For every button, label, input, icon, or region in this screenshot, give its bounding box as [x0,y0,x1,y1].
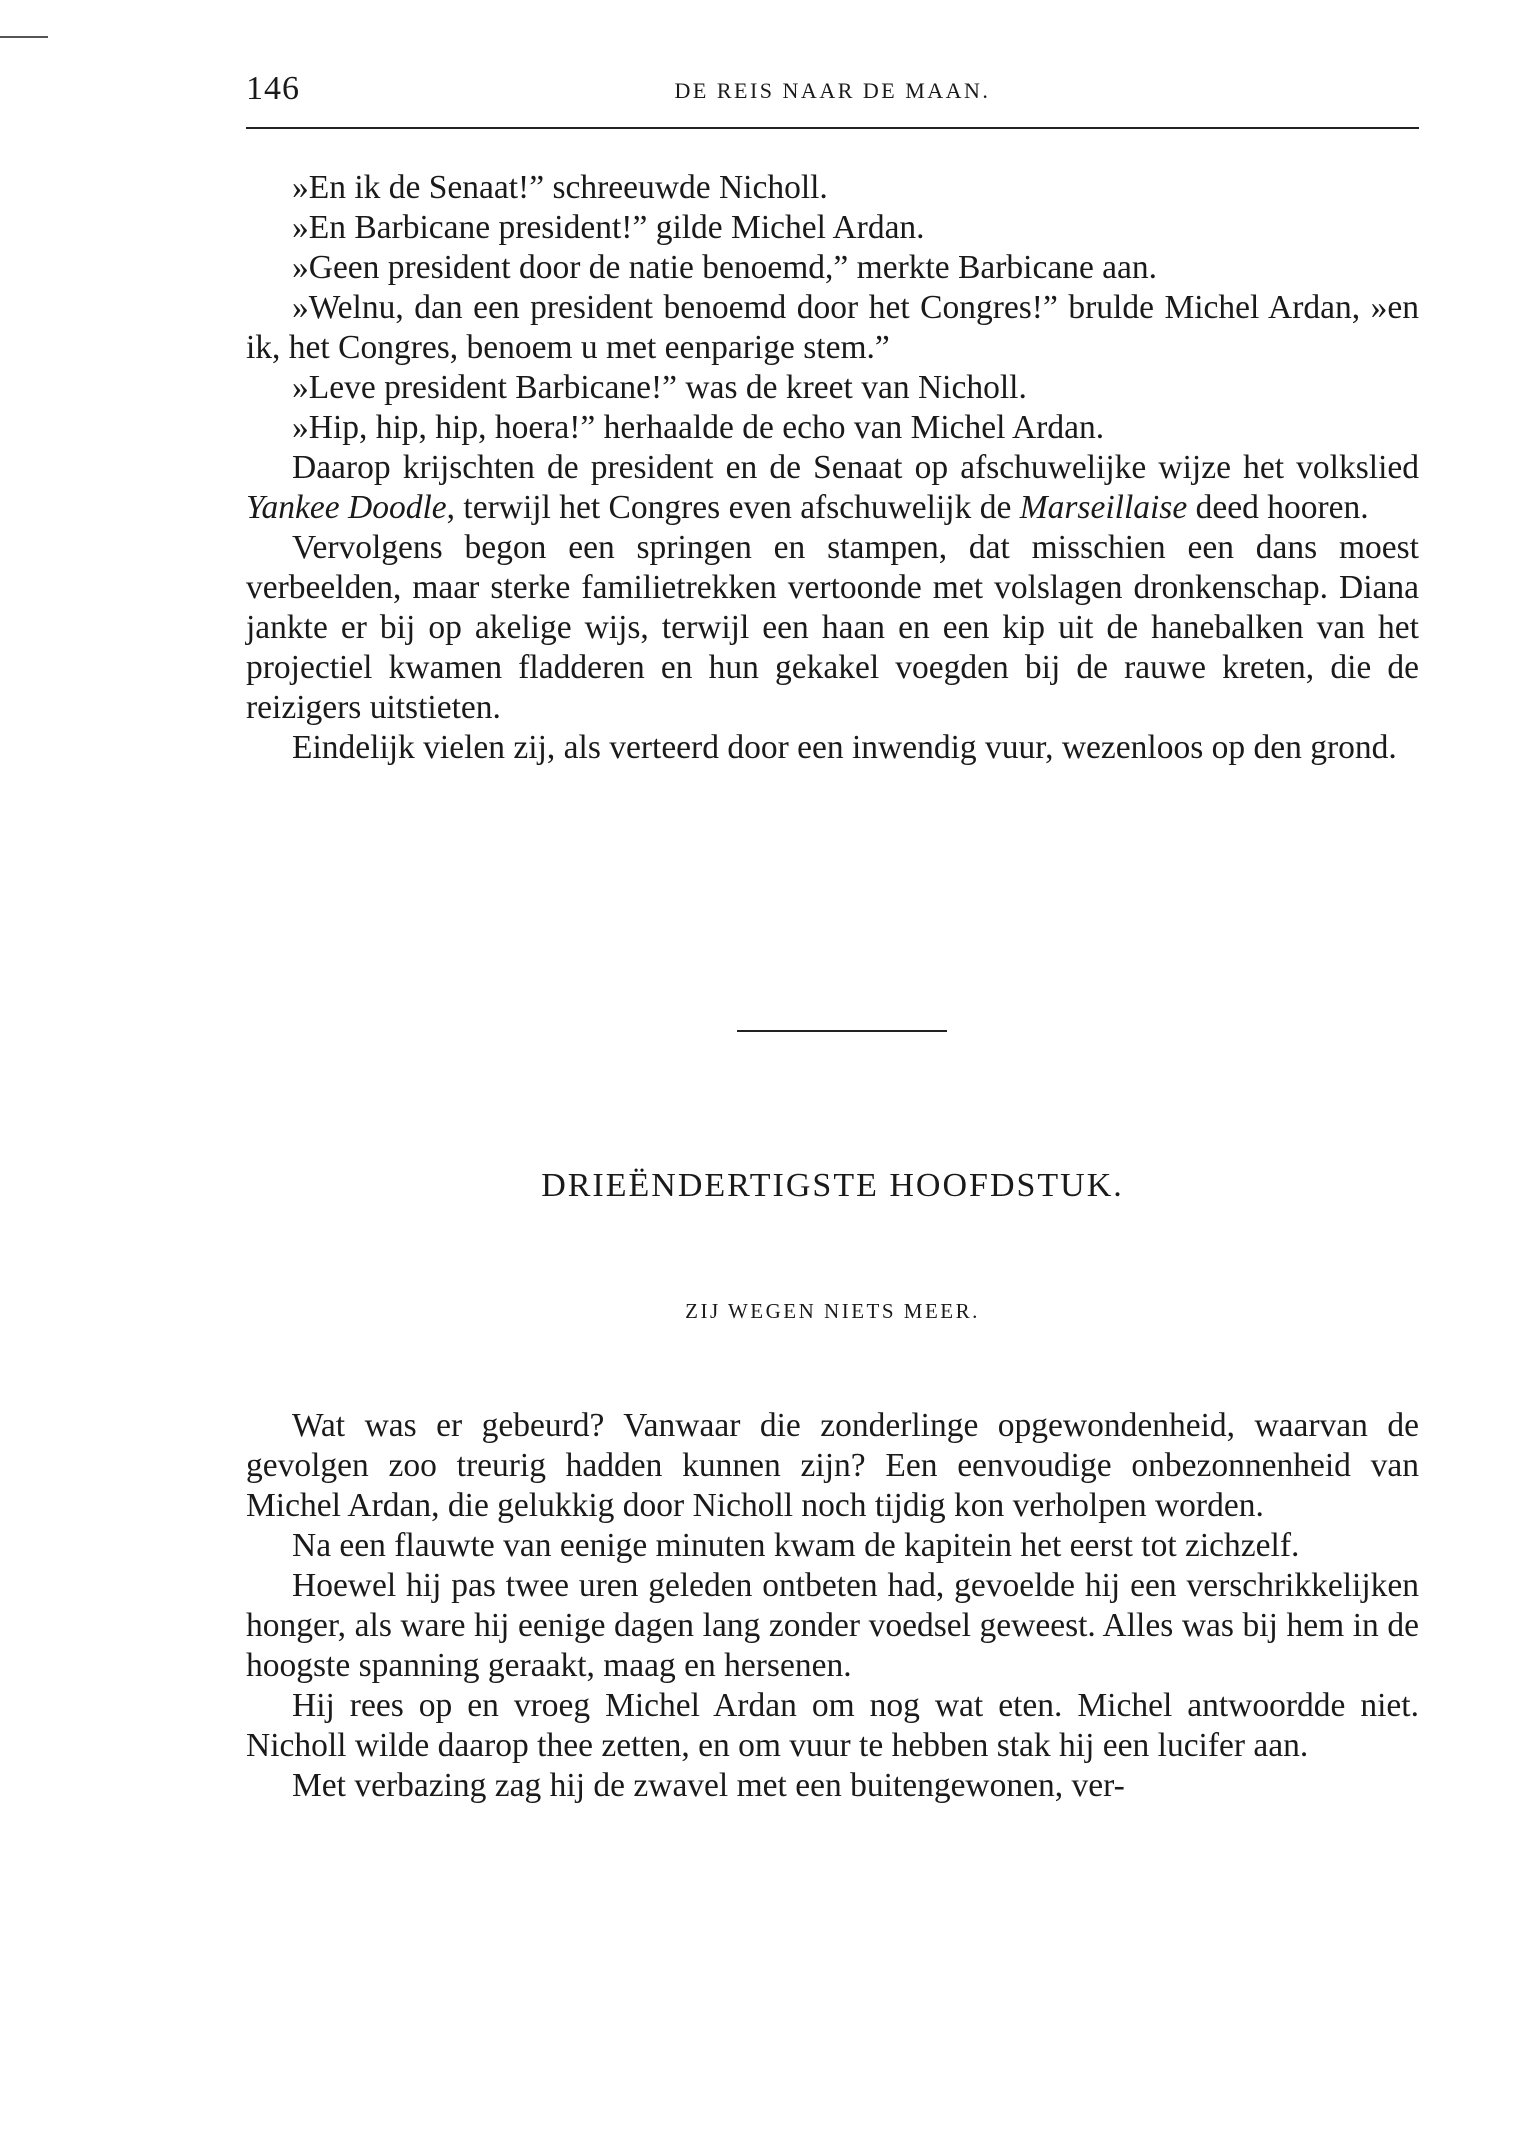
paragraph: Vervolgens begon een springen en stampen, dat misschien een dans moest verbeelden, maar sterke familietrekken vertoonde met volslagen dronkenschap. Diana jankte er bij op akelige wijs, terwijl een haan en een kip uit de hanebalken van het projectiel kwamen fladderen en hun gekakel voegden bij de rauwe kreten, die de reizigers uitstieten. [246,529,1419,726]
chapter-subtitle: ZIJ WEGEN NIETS MEER. [685,1299,980,1323]
paragraph: Hij rees op en vroeg Michel Ardan om nog wat eten. Michel antwoordde niet. Nicholl wilde daarop thee zetten, en om vuur te hebben stak hij een lucifer aan. [246,1687,1419,1764]
paragraph: Met verbazing zag hij de zwavel met een buitengewonen, ver- [292,1767,1125,1804]
chapter-body-text [246,1406,1419,1806]
header-rule [246,127,1419,129]
paragraph-text: Daarop krijschten de president en de Senaat op afschuwelijke wijze het volkslied [292,449,1419,486]
paragraph-text: , terwijl het Congres even afschuwelijk de [446,489,1020,526]
scan-edge-mark [0,36,48,38]
paragraph: Eindelijk vielen zij, als verteerd door een inwendig vuur, wezenloos op den grond. [292,729,1397,766]
paragraph: »Hip, hip, hip, hoera!” herhaalde de echo van Michel Ardan. [292,409,1105,446]
chapter-end-text [246,168,1419,768]
paragraph-with-song-titles [246,448,1419,528]
song-title-marseillaise: Marseillaise [1019,489,1188,526]
paragraph: Hoewel hij pas twee uren geleden ontbeten had, gevoelde hij een verschrikkelijken honger, als ware hij eenige dagen lang zonder voedsel geweest. Alles was bij hem in de hoogste spanning geraakt, maag en hersenen. [246,1567,1419,1684]
paragraph: Na een flauwte van eenige minuten kwam de kapitein het eerst tot zichzelf. [292,1527,1300,1564]
paragraph: »En ik de Senaat!” schreeuwde Nicholl. [292,169,828,206]
page-header [246,70,1419,130]
section-divider [737,1030,947,1032]
paragraph: »En Barbicane president!” gilde Michel Ardan. [292,209,925,246]
chapter-title: DRIEËNDERTIGSTE HOOFDSTUK. [541,1167,1124,1204]
running-title: DE REIS NAAR DE MAAN. [674,78,991,103]
page-number: 146 [246,70,300,107]
paragraph-text: deed hooren. [1187,489,1369,526]
paragraph: »Leve president Barbicane!” was de kreet van Nicholl. [292,369,1027,406]
paragraph: Wat was er gebeurd? Vanwaar die zonderlinge opgewondenheid, waarvan de gevolgen zoo treurig hadden kunnen zijn? Een eenvoudige onbezonnenheid van Michel Ardan, die gelukkig door Nicholl noch tijdig kon verholpen worden. [246,1407,1419,1524]
song-title-yankee-doodle: Yankee Doodle [246,489,447,526]
paragraph: »Geen president door de natie benoemd,” merkte Barbicane aan. [292,249,1158,286]
paragraph: »Welnu, dan een president benoemd door het Congres!” brulde Michel Ardan, »en ik, het Congres, benoem u met eenparige stem.” [246,289,1419,366]
